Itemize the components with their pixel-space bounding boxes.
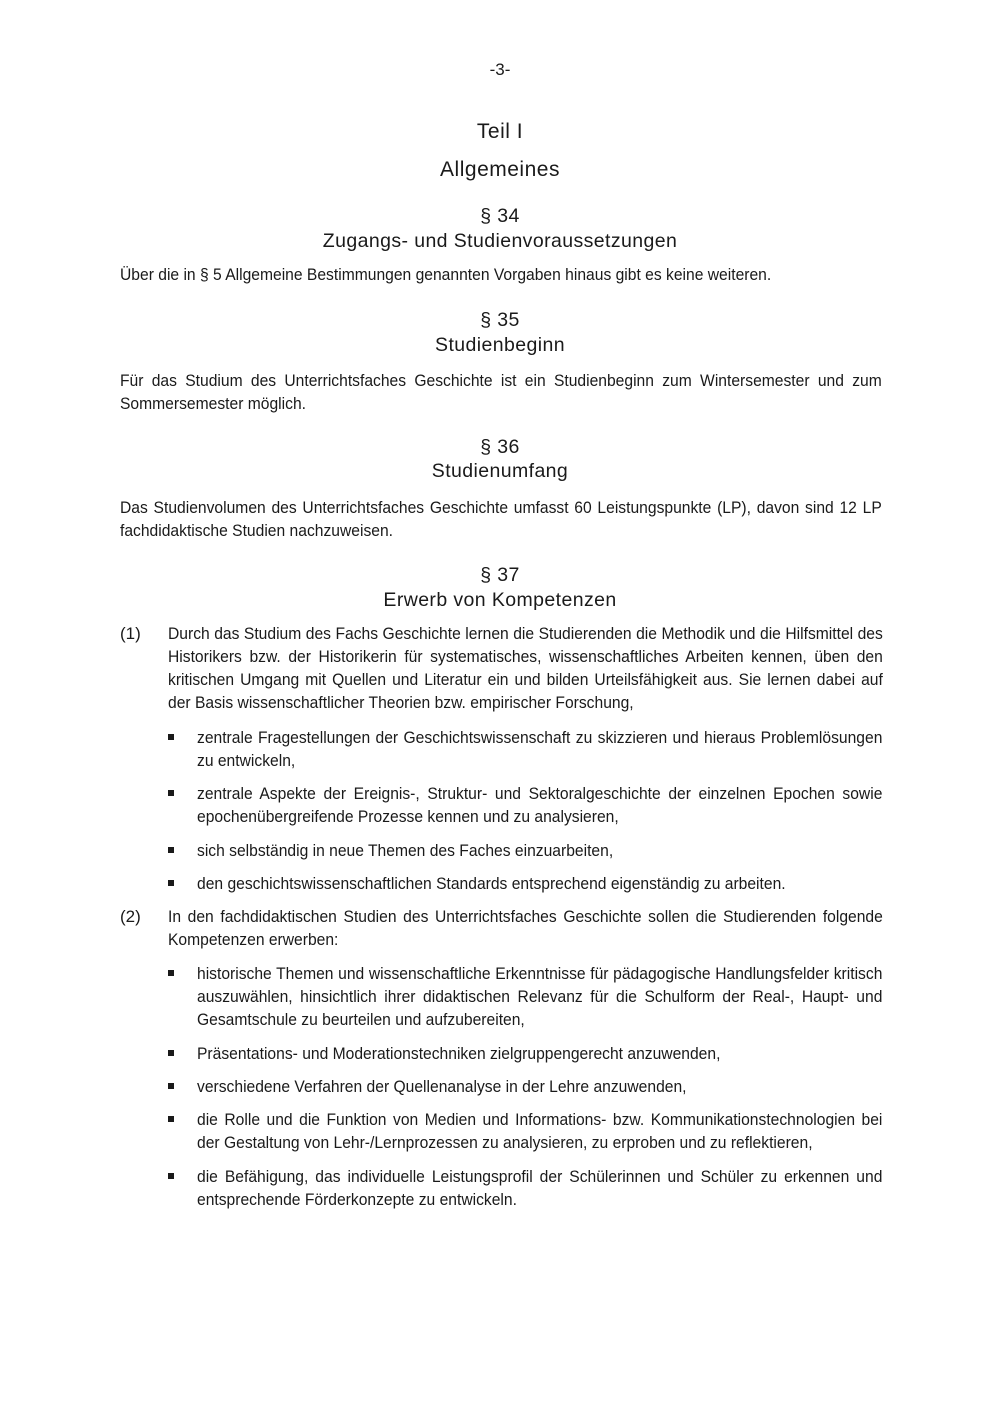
- section-title: Zugangs- und Studienvoraussetzungen: [322, 230, 678, 252]
- bullet-icon: [168, 1173, 174, 1179]
- item-text: In den fachdidaktischen Studien des Unterrichtsfaches Geschichte sollen die Studierenden folgende Kompetenzen erwerben:: [168, 907, 883, 949]
- section-title: Studienumfang: [431, 460, 569, 482]
- part-subtitle: Allgemeines: [440, 158, 560, 181]
- list-item: zentrale Aspekte der Ereignis-, Struktur- und Sektoralgeschichte der einzelnen Epochen sowie epochenübergreifende Prozesse kennen und zu analysieren,: [197, 784, 883, 826]
- list-item: sich selbständig in neue Themen des Faches einzuarbeiten,: [197, 841, 614, 860]
- page-number: -3-: [489, 60, 511, 79]
- section-number: § 35: [480, 309, 520, 331]
- section-text: Über die in § 5 Allgemeine Bestimmungen genannten Vorgaben hinaus gibt es keine weiteren.: [120, 265, 772, 284]
- list-item: Präsentations- und Moderationstechniken zielgruppengerecht anzuwenden,: [197, 1044, 721, 1063]
- list-item: historische Themen und wissenschaftliche Erkenntnisse für pädagogische Handlungsfelder kritisch auszuwählen, hinsichtlich ihrer didaktischen Relevanz für die Schulform der Real-, Haupt- und Gesamtschule zu beurteilen und aufzubereiten,: [197, 964, 883, 1029]
- item-text: Durch das Studium des Fachs Geschichte lernen die Studierenden die Methodik und die Hilfsmittel des Historikers bzw. der Historikerin für systematisches, wissenschaftliches Arbeiten kennen, üben den kritischen Umgang mit Quellen und Literatur ein und bilden Urteilsfähigkeit aus. Sie lernen dabei auf der Basis wissenschaftlicher Theorien bzw. empirischer Forschung,: [168, 624, 883, 712]
- item-number: (1): [120, 624, 141, 643]
- section-number: § 37: [480, 564, 520, 586]
- bullet-icon: [168, 970, 174, 976]
- section-number: § 36: [480, 436, 520, 458]
- bullet-icon: [168, 734, 174, 740]
- bullet-icon: [168, 790, 174, 796]
- list-item: zentrale Fragestellungen der Geschichtswissenschaft zu skizzieren und hieraus Problemlösungen zu entwickeln,: [197, 728, 883, 770]
- section-title: Erwerb von Kompetenzen: [383, 589, 617, 611]
- bullet-icon: [168, 1083, 174, 1089]
- section-text: Das Studienvolumen des Unterrichtsfaches Geschichte umfasst 60 Leistungspunkte (LP), davon sind 12 LP fachdidaktische Studien nachzuweisen.: [120, 498, 882, 540]
- list-item: verschiedene Verfahren der Quellenanalyse in der Lehre anzuwenden,: [197, 1077, 687, 1096]
- part-title: Teil I: [476, 120, 524, 143]
- bullet-icon: [168, 847, 174, 853]
- list-item: den geschichtswissenschaftlichen Standards entsprechend eigenständig zu arbeiten.: [197, 874, 786, 893]
- item-number: (2): [120, 907, 141, 926]
- section-title: Studienbeginn: [435, 334, 565, 356]
- section-text: Für das Studium des Unterrichtsfaches Geschichte ist ein Studienbeginn zum Wintersemester und zum Sommersemester möglich.: [120, 371, 882, 413]
- list-item: die Befähigung, das individuelle Leistungsprofil der Schülerinnen und Schüler zu erkennen und entsprechende Förderkonzepte zu entwickeln.: [197, 1167, 883, 1209]
- bullet-icon: [168, 880, 174, 886]
- section-number: § 34: [480, 205, 520, 227]
- list-item: die Rolle und die Funktion von Medien und Informations- bzw. Kommunikationstechnologien bei der Gestaltung von Lehr-/Lernprozessen zu analysieren, zu erproben und zu reflektieren,: [197, 1110, 883, 1152]
- bullet-icon: [168, 1116, 174, 1122]
- bullet-icon: [168, 1050, 174, 1056]
